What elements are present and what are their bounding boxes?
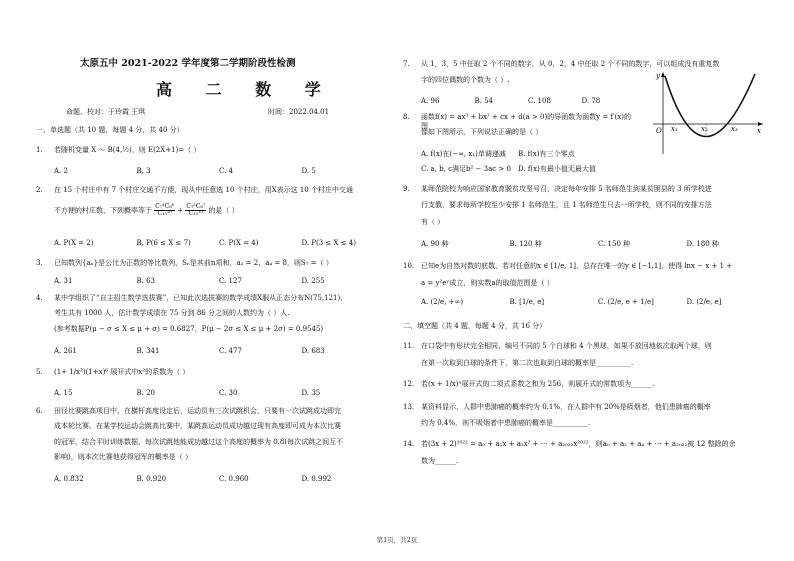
question-number: 1. <box>36 146 43 154</box>
question-number: 11. <box>403 342 415 350</box>
section-heading-fill-in: 二、填空题（共 4 题，每题 4 分，共 16 分） <box>403 322 547 330</box>
options <box>421 240 775 249</box>
question-text-line1: 某师范院校为响应国家教育脱贫攻坚号召，决定每年安排 5 名师范生到某贫困县的 3 所学校进 <box>421 185 712 193</box>
question-text: 不方便的村庄数，下列概率等于 <box>54 206 152 215</box>
question-number: 5. <box>36 368 43 376</box>
question-text-line2: 数为______. <box>421 457 459 465</box>
fraction-combination-2 <box>185 204 206 217</box>
fraction-numerator: C₇⁴C₈⁶ <box>155 203 175 210</box>
author-line: 命题、校对：于玲霞 王琪 <box>66 108 146 116</box>
option-d[interactable]: D. 683 <box>301 347 325 355</box>
label-y: y <box>656 72 660 80</box>
question-text-line1: 在口袋中有形状完全相同、编号不同的 5 个白球和 4 个黑球，如果不放回地依次取两个球，则 <box>421 342 712 350</box>
options <box>54 277 384 286</box>
reference-data: (参考数据P(μ − σ ≤ X ≤ μ + σ) = 0.6827，P(μ − 2σ ≤ X ≤ μ + 2σ) = 0.9545) <box>54 325 324 333</box>
question-text: 若(x + 1/x)ⁿ展开式的二项式系数之和为 256，则展开式的常数项为______. <box>421 380 655 388</box>
fraction-denominator: C₁₅¹⁰ <box>188 210 203 217</box>
options <box>421 150 615 174</box>
option-c[interactable]: C. 127 <box>219 277 242 285</box>
question-text-line2: 字的四位偶数的个数为（ ）. <box>421 76 510 84</box>
option-a[interactable]: A. P(X = 2) <box>54 239 94 247</box>
question-text-line1: 已知e为自然对数的底数，若对任意的x ∈ [1/e, 1]，总存在唯一的y ∈ [−1,1]，使得 lnx − x + 1 + <box>421 262 733 270</box>
option-b[interactable]: B. 54 <box>474 97 494 105</box>
option-c[interactable]: C. 150 种 <box>598 240 631 248</box>
question-text-line1: 若(3x + 2)²⁰²² = a₀ + a₁x + a₂x² + ⋯ + a₂₀₂₂x²⁰²²，则a₀ + a₂ + a₄ + ⋯ + a₂₀₂₂被 12 整除的余 <box>421 440 736 448</box>
question-9 <box>403 185 775 253</box>
question-10 <box>403 262 775 317</box>
question-text-line3: 的冠军，结合平时训练数据，每次试跳他能成功越过这个高度的概率为 0.8(每次试跳之间互不 <box>54 438 344 446</box>
fraction-combination-1 <box>154 204 175 217</box>
option-c[interactable]: C. 0.960 <box>219 475 249 483</box>
question-text: 若随机变量 X ～ B(4,½)，则 E(2X+1)=（ ） <box>54 146 201 154</box>
options <box>54 347 384 356</box>
option-b[interactable]: B. 63 <box>136 277 156 285</box>
page-footer: 第1页，共2页 <box>376 536 418 544</box>
question-13 <box>403 403 775 437</box>
option-a[interactable]: A. f(x)在(−∞, x₁)单调递减 <box>421 150 506 158</box>
option-b[interactable]: B. P(6 ≤ X ≤ 7) <box>136 239 191 247</box>
options <box>54 389 384 398</box>
question-number: 9. <box>403 185 410 193</box>
question-text-line1: 某中学组织了“自主招生数学选拔赛”，已知此次选拔赛的数学成绩X服从正态分布N(75,121)， <box>54 294 348 302</box>
question-2 <box>36 186 384 256</box>
option-a[interactable]: A. 90 种 <box>421 240 449 248</box>
option-c[interactable]: C. 4 <box>219 167 234 175</box>
question-6 <box>36 407 384 497</box>
date-line: 时间：2022.04.01 <box>268 108 330 116</box>
option-d[interactable]: D. 255 <box>301 277 325 285</box>
question-number: 12. <box>403 380 415 388</box>
question-number: 14. <box>403 440 415 448</box>
question-8 <box>403 113 775 183</box>
option-a[interactable]: A. 0.832 <box>54 475 84 483</box>
question-number: 3. <box>36 259 43 267</box>
section-heading-single-choice: 一、单选题（共 10 题，每题 4 分，共 40 分） <box>36 126 184 134</box>
question-text-line2: a = y²eʸ成立，则实数a的取值范围是（ ） <box>421 279 554 287</box>
option-a[interactable]: A. 2 <box>54 167 68 175</box>
option-b[interactable]: B. f(x)有三个零点 <box>518 150 575 158</box>
question-text-line3: 有（ ） <box>421 218 445 226</box>
option-a[interactable]: A. 31 <box>54 277 73 285</box>
option-a[interactable]: A. 15 <box>54 389 73 397</box>
option-c[interactable]: C. a, b, c满足b² − 3ac > 0 <box>421 165 511 174</box>
question-number: 4. <box>36 294 43 302</box>
option-d[interactable]: D. 5 <box>301 167 316 175</box>
label-x1: x₁ <box>671 125 678 133</box>
options <box>54 167 384 176</box>
option-d[interactable]: D. P(3 ≤ X ≤ 4) <box>301 239 357 247</box>
question-4 <box>36 294 384 360</box>
option-c[interactable]: C. 30 <box>219 389 238 397</box>
option-b[interactable]: B. 20 <box>136 389 156 397</box>
option-a[interactable]: A. 261 <box>54 347 77 355</box>
label-origin: O <box>656 127 662 135</box>
subject-title: 高 二 数 学 <box>156 80 335 99</box>
option-a[interactable]: A. 96 <box>421 97 440 105</box>
question-text-line2: 在第一次取到白球的条件下，第二次也取到白球的概率是__________. <box>421 359 634 367</box>
question-text-line1: 函数f(x) = ax³ + bx² + cx + d(a > 0)的导函数为函数y = f′(x)的图 <box>421 113 632 131</box>
question-text: 的是（ ） <box>208 206 239 215</box>
question-14 <box>403 440 775 474</box>
label-x: x <box>757 127 761 135</box>
question-text-line2: 成本轮比赛。在某学校运动会跳高比赛中，某跳高运动员成功越过现有高度即可成为本次比赛 <box>54 422 341 430</box>
option-b[interactable]: B. 3 <box>136 167 151 175</box>
question-1 <box>36 146 384 176</box>
option-b[interactable]: B. 0.920 <box>136 475 167 483</box>
exam-title: 太原五中 2021-2022 学年度第二学期阶段性检测 <box>80 58 296 69</box>
question-text-line2: 考生共有 1000 人，估计数学成绩在 75 分到 86 分之间的人数约为（ ）人. <box>54 309 290 317</box>
option-d[interactable]: D. (2/e, e] <box>686 298 722 306</box>
question-text-line1: 田径比赛跳高项目中，在横杆高度设定后，运动员有三次试跳机会，只要有一次试跳成功即完 <box>54 407 341 415</box>
option-d[interactable]: D. 35 <box>301 389 321 397</box>
option-b[interactable]: B. 120 种 <box>509 240 542 248</box>
question-text: 已知数列{aₙ}是公比为正数的等比数列，Sₙ是其前n项和，a₂ = 2，a₄ = 8，则S₇ =（ ） <box>54 259 333 267</box>
question-text-line4: 影响)，则本次比赛他获得冠军的概率是（ ） <box>54 453 192 461</box>
question-3 <box>36 259 384 289</box>
question-12 <box>403 380 775 398</box>
option-c[interactable]: C. P(X = 4) <box>219 239 259 247</box>
question-number: 13. <box>403 403 415 411</box>
question-text-line1: 从 1，3，5 中任取 2 个不同的数字，从 0，2，4 中任取 2 个不同的数字，可以组成没有重复数 <box>421 60 720 68</box>
fraction-numerator: C₇³C₈⁷ <box>186 203 206 210</box>
option-a[interactable]: A. (2/e, +∞) <box>421 298 464 306</box>
label-x2: x₂ <box>701 125 708 133</box>
question-number: 7. <box>403 60 410 68</box>
option-d[interactable]: D. 0.992 <box>301 475 332 483</box>
question-text-line2: 行支教，要求每所学校至少安排 1 名师范生，且 1 名师范生只去一所学校，则不同的安排方法 <box>421 201 712 209</box>
question-text-line2: 约为 0.4%，则不吸烟者中患肺癌的概率是__________. <box>421 419 591 427</box>
question-text-line1: 在 15 个村庄中有 7 个村庄交通不方便，现从中任意选 10 个村庄，用X表示这 10 个村庄中交通 <box>54 186 353 194</box>
question-number: 2. <box>36 186 43 194</box>
question-text-line2: 像如下图所示，下列说法正确的是（ ） <box>421 128 543 136</box>
option-c[interactable]: C. 108 <box>528 97 551 105</box>
question-number: 10. <box>403 262 415 270</box>
question-text-line1: 某资料显示，人群中患肺癌的概率约为 0.1%，在人群中有 20%是吸烟者，他们患肺癌的概率 <box>421 403 711 411</box>
question-11 <box>403 342 775 376</box>
option-b[interactable]: B. 341 <box>136 347 160 355</box>
option-d[interactable]: D. 180 种 <box>686 240 719 248</box>
options <box>54 475 384 484</box>
question-text-line2: 不方便的村庄数，下列概率等于 $\frac{\text{C₇⁴C₈⁶}}{\text{C₁₅¹⁰}}$ + $\frac{\text{C₇³C₈⁷}}{\text{C₁₅¹⁰}}$ 的是（ ） <box>54 203 239 217</box>
options <box>421 97 635 106</box>
question-5 <box>36 368 384 398</box>
label-x3: x₃ <box>731 125 738 133</box>
question-text: (1+ 1/x²)(1+x)⁶ 展开式中x²的系数为（ ） <box>54 368 190 376</box>
option-c[interactable]: C. (2/e, e + 1/e] <box>598 298 654 306</box>
option-b[interactable]: B. [1/e, e] <box>509 298 545 306</box>
question-number: 8. <box>403 113 410 121</box>
option-d[interactable]: D. f(x)有最小值无最大值 <box>518 165 596 174</box>
option-c[interactable]: C. 477 <box>219 347 242 355</box>
fraction-denominator: C₁₅¹⁰ <box>157 210 172 217</box>
options <box>421 298 775 307</box>
option-d[interactable]: D. 78 <box>581 97 601 105</box>
question-number: 6. <box>36 407 43 415</box>
options <box>54 239 384 248</box>
